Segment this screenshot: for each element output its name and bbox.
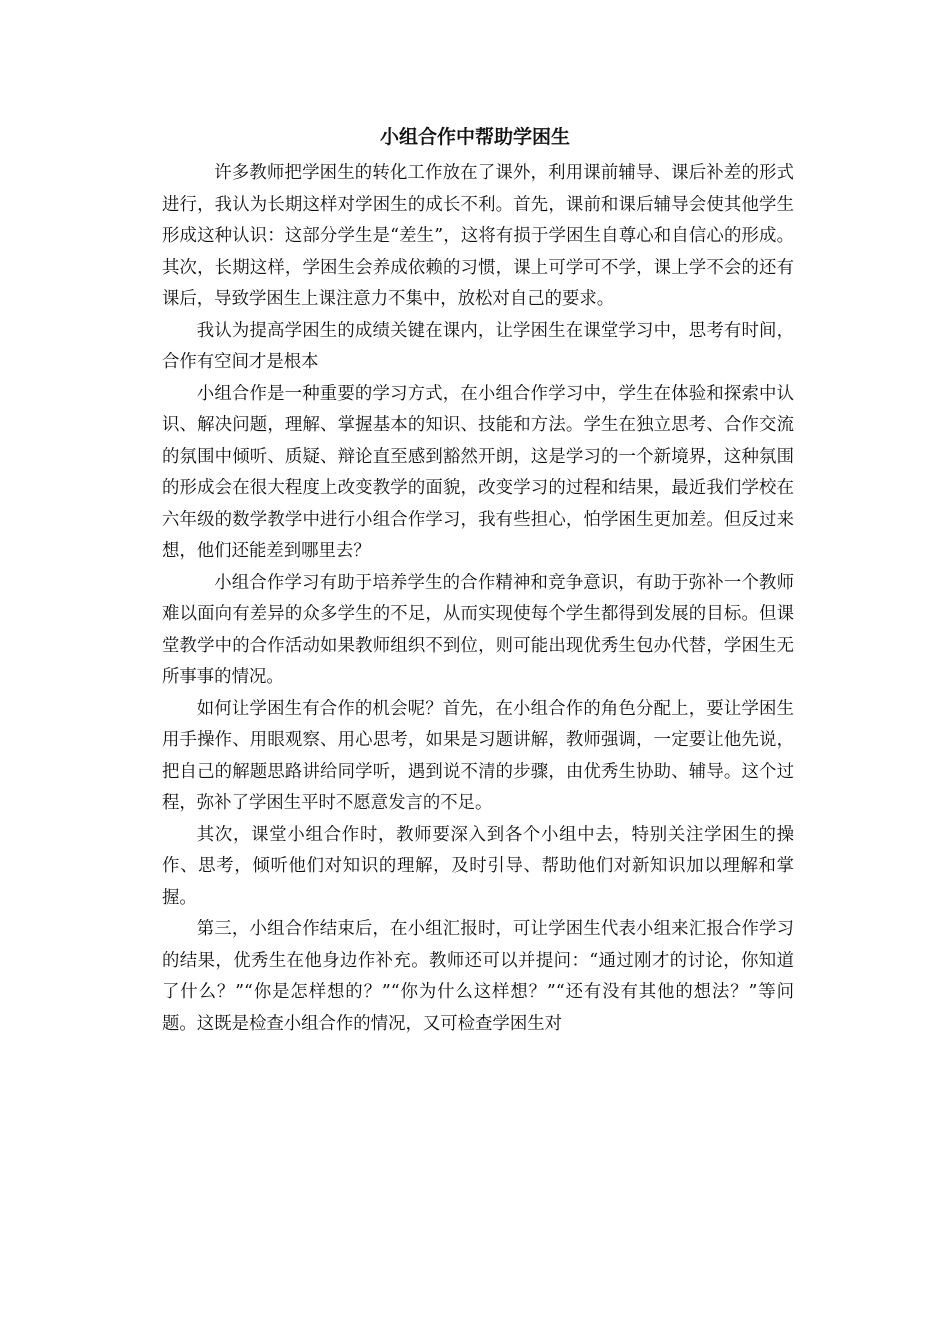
paragraph-7: 第三，小组合作结束后，在小组汇报时，可让学困生代表小组来汇报合作学习的结果，优秀生在他身边作补充。教师还可以并提问：“通过刚才的讨论，你知道了什么？”“你是怎样想的？”“你为什么这样想？”“还有没有其他的想法？”等问题。这既是检查小组合作的情况，又可检查学困生对	[162, 919, 794, 1034]
paragraph-4: 小组合作学习有助于培养学生的合作精神和竞争意识，有助于弥补一个教师难以面向有差异的众多学生的不足，从而实现使每个学生都得到发展的目标。但课堂教学中的合作活动如果教师组织不到位，则可能出现优秀生包办代替，学困生无所事事的情况。	[162, 572, 794, 687]
paragraph-6: 其次，课堂小组合作时，教师要深入到各个小组中去，特别关注学困生的操作、思考，倾听他们对知识的理解，及时引导、帮助他们对新知识加以理解和掌握。	[162, 824, 794, 908]
paragraph-1: 许多教师把学困生的转化工作放在了课外，利用课前辅导、课后补差的形式进行，我认为长期这样对学困生的成长不利。首先，课前和课后辅导会使其他学生形成这种认识：这部分学生是“差生”，这将有损于学困生自尊心和自信心的形成。其次，长期这样，学困生会养成依赖的习惯，课上可学可不学，课上学不会的还有课后，导致学困生上课注意力不集中，放松对自己的要求。	[162, 163, 794, 309]
paragraph-2: 我认为提高学困生的成绩关键在课内，让学困生在课堂学习中，思考有时间，合作有空间才是根本	[162, 320, 794, 372]
document-title: 小组合作中帮助学困生	[379, 126, 570, 148]
document-body	[162, 158, 794, 1040]
paragraph-3: 小组合作是一种重要的学习方式，在小组合作学习中，学生在体验和探索中认识、解决问题，理解、掌握基本的知识、技能和方法。学生在独立思考、合作交流的氛围中倾听、质疑、辩论直至感到豁然开朗，这是学习的一个新境界，这种氛围的形成会在很大程度上改变教学的面貌，改变学习的过程和结果，最近我们学校在六年级的数学教学中进行小组合作学习，我有些担心，怕学困生更加差。但反过来想，他们还能差到哪里去？	[162, 383, 794, 561]
paragraph-5: 如何让学困生有合作的机会呢？首先，在小组合作的角色分配上，要让学困生用手操作、用眼观察、用心思考，如果是习题讲解，教师强调，一定要让他先说，把自己的解题思路讲给同学听，遇到说不清的步骤，由优秀生协助、辅导。这个过程，弥补了学困生平时不愿意发言的不足。	[162, 698, 794, 813]
